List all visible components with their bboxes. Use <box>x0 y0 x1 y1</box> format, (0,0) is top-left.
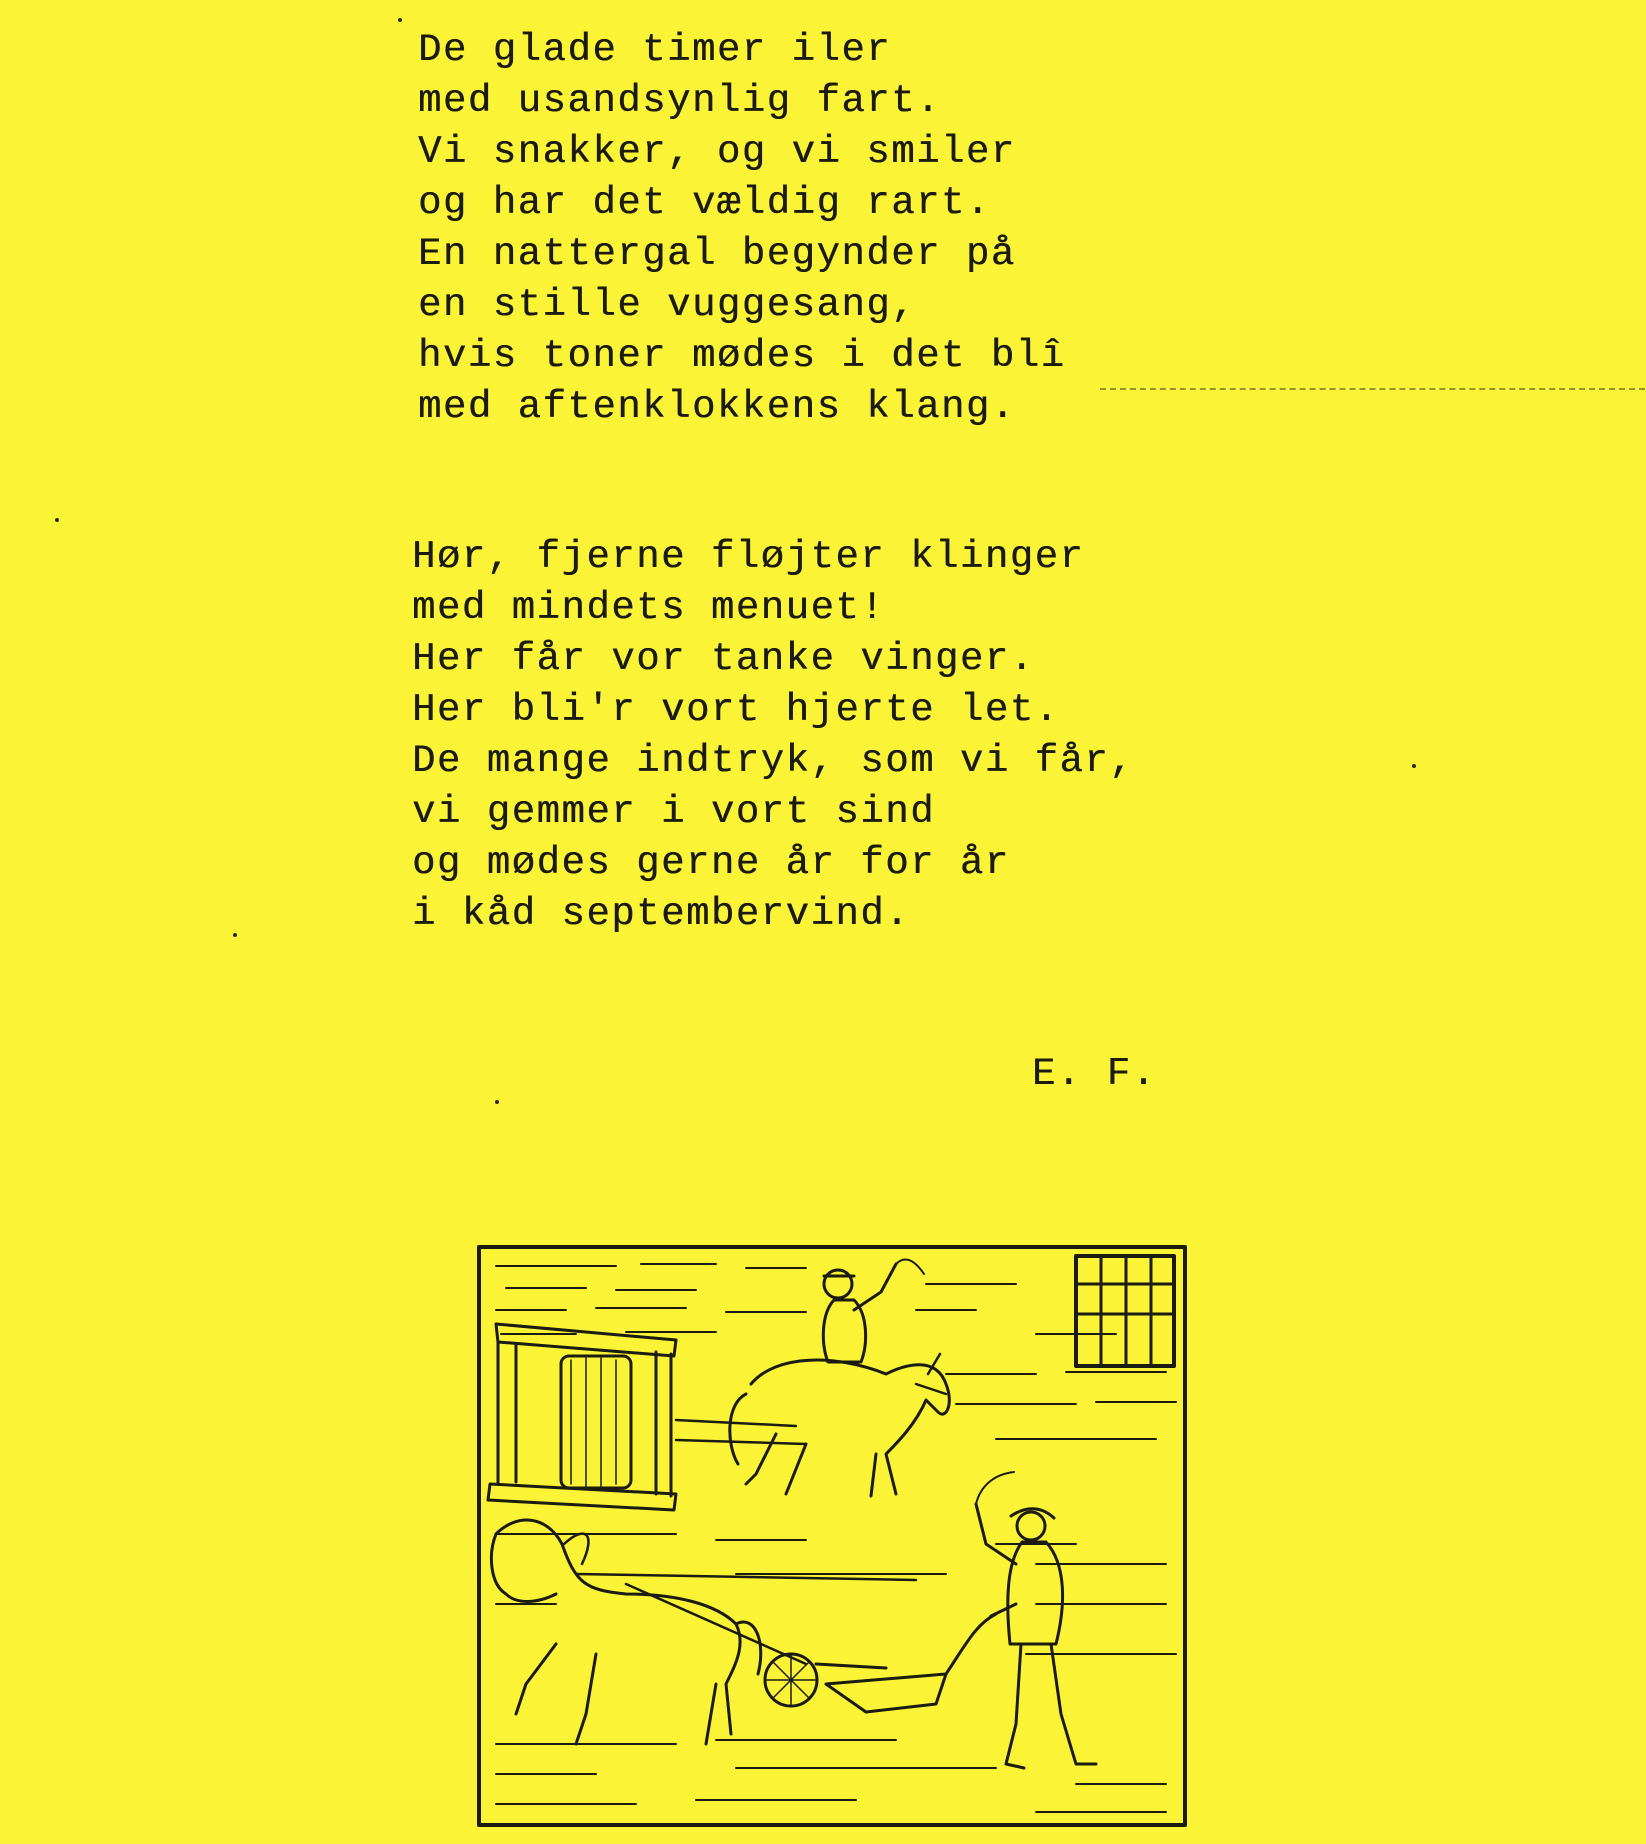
poem-line: Her bli'r vort hjerte let. <box>412 688 1060 732</box>
author-initials: E. F. <box>1032 1052 1157 1096</box>
poem-line: De mange indtryk, som vi får, <box>412 739 1135 783</box>
poem-line: En nattergal begynder på <box>418 232 1016 276</box>
poem-line: Hør, fjerne fløjter klinger <box>412 535 1085 579</box>
poem-line: og har det vældig rart. <box>418 181 991 225</box>
ink-speck <box>495 1100 499 1104</box>
ink-speck <box>233 933 237 937</box>
poem-stanza-1 <box>418 25 1066 433</box>
poem-line: med aftenklokkens klang. <box>418 385 1016 429</box>
poem-line: Vi snakker, og vi smiler <box>418 130 1016 174</box>
poem-line: Her får vor tanke vinger. <box>412 637 1035 681</box>
woodcut-illustration <box>476 1244 1188 1828</box>
poem-line: en stille vuggesang, <box>418 283 917 327</box>
poem-line: De glade timer iler <box>418 28 892 72</box>
stray-dashed-mark <box>1100 388 1645 390</box>
poem-line: i kåd septembervind. <box>412 892 911 936</box>
poem-line: hvis toner mødes i det blî <box>418 334 1066 378</box>
poem-line: vi gemmer i vort sind <box>412 790 935 834</box>
ink-speck <box>398 18 402 22</box>
poem-line: med usandsynlig fart. <box>418 79 941 123</box>
poem-line: og mødes gerne år for år <box>412 841 1010 885</box>
ink-speck <box>55 518 59 522</box>
poem-line: med mindets menuet! <box>412 586 886 630</box>
ink-speck <box>1412 764 1416 768</box>
poem-stanza-2 <box>412 532 1134 940</box>
